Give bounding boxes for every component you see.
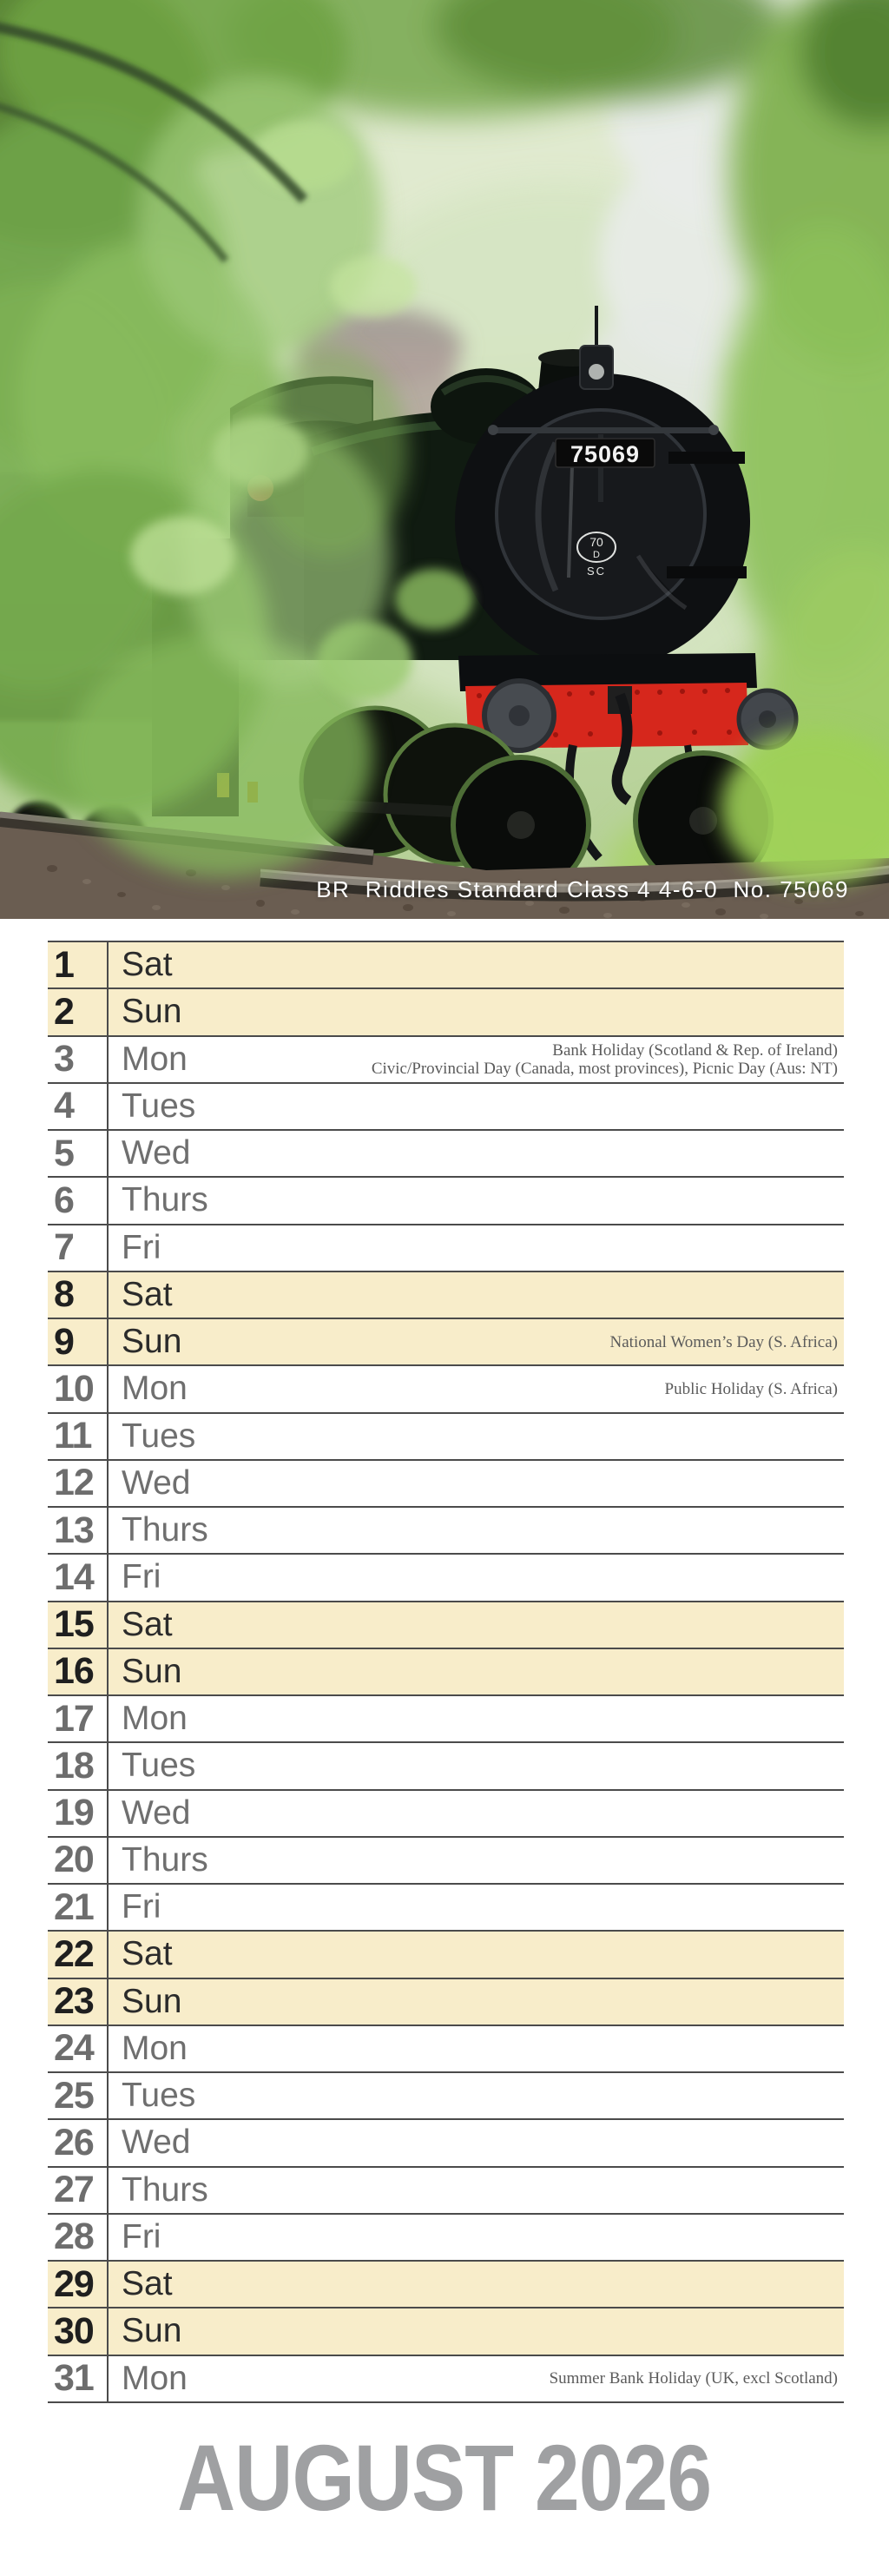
day-number: 9 <box>48 1319 109 1364</box>
calendar-grid <box>48 941 844 2403</box>
day-number: 13 <box>48 1508 109 1553</box>
day-name: Wed <box>122 1793 191 1832</box>
holiday-notes <box>665 1380 844 1398</box>
day-number: 18 <box>48 1743 109 1788</box>
calendar-day-row <box>48 1602 844 1649</box>
day-name: Mon <box>122 1040 188 1078</box>
day-name: Sun <box>122 993 182 1031</box>
day-number: 3 <box>48 1037 109 1082</box>
day-number: 12 <box>48 1461 109 1506</box>
calendar-day-row <box>48 989 844 1036</box>
calendar-day-row <box>48 1555 844 1602</box>
holiday-notes <box>372 1041 844 1078</box>
day-number: 27 <box>48 2168 109 2213</box>
calendar-photo <box>0 0 889 919</box>
day-name: Sat <box>122 2265 173 2303</box>
day-name: Tues <box>122 1087 196 1125</box>
day-number: 1 <box>48 942 109 987</box>
calendar-day-row <box>48 1178 844 1225</box>
calendar-day-row <box>48 1649 844 1696</box>
day-number: 6 <box>48 1178 109 1223</box>
day-number: 15 <box>48 1602 109 1648</box>
shed-plate-top: 70 <box>589 535 603 549</box>
calendar-day-row <box>48 1131 844 1178</box>
day-number: 7 <box>48 1225 109 1271</box>
calendar-day-row <box>48 2356 844 2403</box>
day-number: 16 <box>48 1649 109 1694</box>
calendar-day-row <box>48 1084 844 1131</box>
photo-caption: BR Riddles Standard Class 4 4-6-0 No. 75069 <box>316 876 849 902</box>
calendar-day-row <box>48 1037 844 1084</box>
day-name: Fri <box>122 1558 161 1596</box>
day-number: 17 <box>48 1696 109 1741</box>
day-number: 10 <box>48 1366 109 1411</box>
calendar-day-row <box>48 1885 844 1932</box>
steam-locomotive-scene <box>0 0 889 919</box>
day-number: 20 <box>48 1838 109 1883</box>
shed-plate-middle: D <box>593 550 600 560</box>
day-name: Tues <box>122 2077 196 2115</box>
holiday-note: Bank Holiday (Scotland & Rep. of Ireland) <box>552 1040 838 1060</box>
calendar-day-row <box>48 1508 844 1555</box>
day-name: Sun <box>122 1652 182 1690</box>
day-name: Wed <box>122 2124 191 2162</box>
day-name: Thurs <box>122 1181 208 1219</box>
calendar-day-row <box>48 1366 844 1413</box>
day-number: 8 <box>48 1272 109 1318</box>
holiday-note: Public Holiday (S. Africa) <box>664 1379 838 1398</box>
day-name: Sun <box>122 1982 182 2020</box>
holiday-notes <box>610 1333 844 1351</box>
calendar-day-row <box>48 2026 844 2073</box>
calendar-day-row <box>48 1272 844 1319</box>
calendar-day-row <box>48 2168 844 2215</box>
numberplate <box>556 439 655 467</box>
day-name: Tues <box>122 1747 196 1785</box>
day-number: 23 <box>48 1979 109 2024</box>
day-name: Sat <box>122 1275 173 1313</box>
day-number: 29 <box>48 2262 109 2307</box>
day-name: Fri <box>122 1888 161 1926</box>
calendar-day-row <box>48 1696 844 1743</box>
day-number: 25 <box>48 2073 109 2118</box>
day-name: Sun <box>122 2312 182 2350</box>
day-name: Wed <box>122 1134 191 1172</box>
calendar-day-row <box>48 1838 844 1885</box>
day-number: 24 <box>48 2026 109 2071</box>
holiday-note: Civic/Provincial Day (Canada, most provinces), Picnic Day (Aus: NT) <box>371 1059 838 1078</box>
calendar-day-row <box>48 1414 844 1461</box>
day-name: Mon <box>122 1370 188 1408</box>
calendar-day-row <box>48 1225 844 1272</box>
day-number: 2 <box>48 989 109 1034</box>
calendar-day-row <box>48 2073 844 2120</box>
day-name: Mon <box>122 1700 188 1738</box>
calendar-day-row <box>48 2215 844 2262</box>
day-name: Sat <box>122 946 173 984</box>
day-name: Sat <box>122 1935 173 1973</box>
day-name: Thurs <box>122 2170 208 2209</box>
calendar-day-row <box>48 2262 844 2308</box>
day-number: 26 <box>48 2120 109 2165</box>
day-number: 11 <box>48 1414 109 1459</box>
day-number: 22 <box>48 1932 109 1977</box>
day-name: Sat <box>122 1605 173 1643</box>
month-title: AUGUST 2026 <box>177 2425 712 2530</box>
day-name: Thurs <box>122 1511 208 1549</box>
holiday-note: National Women’s Day (S. Africa) <box>609 1332 838 1351</box>
day-number: 4 <box>48 1084 109 1129</box>
numberplate-text: 75069 <box>570 441 641 467</box>
day-name: Fri <box>122 2217 161 2256</box>
day-name: Tues <box>122 1417 196 1455</box>
day-number: 21 <box>48 1885 109 1930</box>
day-name: Sun <box>122 1323 182 1361</box>
day-number: 19 <box>48 1791 109 1836</box>
calendar-day-row <box>48 1979 844 2026</box>
day-number: 31 <box>48 2356 109 2401</box>
holiday-notes <box>550 2369 844 2388</box>
calendar-day-row <box>48 2308 844 2355</box>
calendar-day-row <box>48 1461 844 1508</box>
calendar-day-row <box>48 1743 844 1790</box>
holiday-note: Summer Bank Holiday (UK, excl Scotland) <box>549 2369 838 2388</box>
day-number: 5 <box>48 1131 109 1176</box>
calendar-day-row <box>48 2120 844 2167</box>
day-number: 28 <box>48 2215 109 2260</box>
day-name: Mon <box>122 2359 188 2397</box>
shed-plate-bottom: SC <box>586 565 607 578</box>
day-name: Wed <box>122 1463 191 1502</box>
day-name: Mon <box>122 2029 188 2067</box>
day-name: Thurs <box>122 1840 208 1879</box>
calendar-day-row <box>48 1932 844 1978</box>
calendar-day-row <box>48 1791 844 1838</box>
day-name: Fri <box>122 1228 161 1266</box>
month-title-container <box>0 2425 889 2530</box>
calendar-day-row <box>48 1319 844 1366</box>
calendar-day-row <box>48 942 844 989</box>
day-number: 14 <box>48 1555 109 1600</box>
day-number: 30 <box>48 2308 109 2354</box>
